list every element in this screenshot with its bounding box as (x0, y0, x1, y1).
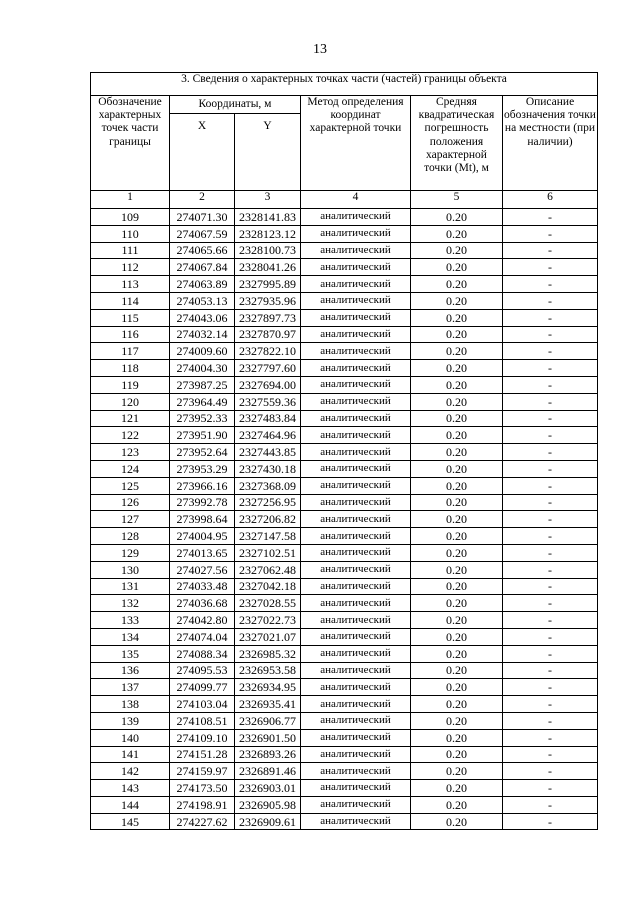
point-id-cell: 135 (91, 645, 170, 662)
description-cell: - (503, 595, 598, 612)
boundary-points-table (90, 72, 598, 830)
x-coordinate-cell: 274067.84 (170, 259, 235, 276)
table-row (91, 494, 598, 511)
table-row (91, 376, 598, 393)
table-row (91, 276, 598, 293)
description-cell: - (503, 410, 598, 427)
table-row (91, 561, 598, 578)
header-description: Описание обозначения точки на местности (при наличии) (503, 96, 598, 191)
point-id-cell: 112 (91, 259, 170, 276)
description-cell: - (503, 309, 598, 326)
point-id-cell: 129 (91, 544, 170, 561)
column-number: 5 (411, 191, 503, 209)
error-cell: 0.20 (411, 561, 503, 578)
table-row (91, 712, 598, 729)
error-cell: 0.20 (411, 712, 503, 729)
error-cell: 0.20 (411, 511, 503, 528)
method-cell: аналитический (301, 662, 411, 679)
x-coordinate-cell: 273992.78 (170, 494, 235, 511)
error-cell: 0.20 (411, 729, 503, 746)
table-row (91, 343, 598, 360)
error-cell: 0.20 (411, 225, 503, 242)
description-cell: - (503, 729, 598, 746)
point-id-cell: 110 (91, 225, 170, 242)
error-cell: 0.20 (411, 679, 503, 696)
point-id-cell: 132 (91, 595, 170, 612)
header-error: Средняя квадратическая погрешность положения характерной точки (Mt), м (411, 96, 503, 191)
error-cell: 0.20 (411, 444, 503, 461)
y-coordinate-cell: 2327559.36 (235, 393, 301, 410)
y-coordinate-cell: 2326953.58 (235, 662, 301, 679)
point-id-cell: 125 (91, 477, 170, 494)
table-row (91, 628, 598, 645)
method-cell: аналитический (301, 712, 411, 729)
x-coordinate-cell: 273953.29 (170, 460, 235, 477)
table-row (91, 696, 598, 713)
error-cell: 0.20 (411, 813, 503, 830)
y-coordinate-cell: 2327147.58 (235, 528, 301, 545)
y-coordinate-cell: 2327694.00 (235, 376, 301, 393)
method-cell: аналитический (301, 780, 411, 797)
x-coordinate-cell: 274004.95 (170, 528, 235, 545)
table-row (91, 360, 598, 377)
description-cell: - (503, 511, 598, 528)
description-cell: - (503, 746, 598, 763)
y-coordinate-cell: 2326903.01 (235, 780, 301, 797)
description-cell: - (503, 393, 598, 410)
x-coordinate-cell: 274065.66 (170, 242, 235, 259)
x-coordinate-cell: 274227.62 (170, 813, 235, 830)
error-cell: 0.20 (411, 242, 503, 259)
column-number: 6 (503, 191, 598, 209)
x-coordinate-cell: 274067.59 (170, 225, 235, 242)
method-cell: аналитический (301, 561, 411, 578)
error-cell: 0.20 (411, 544, 503, 561)
y-coordinate-cell: 2326893.26 (235, 746, 301, 763)
table-row (91, 813, 598, 830)
y-coordinate-cell: 2327870.97 (235, 326, 301, 343)
table-row (91, 729, 598, 746)
description-cell: - (503, 209, 598, 226)
table-row (91, 612, 598, 629)
error-cell: 0.20 (411, 360, 503, 377)
method-cell: аналитический (301, 544, 411, 561)
table-row (91, 595, 598, 612)
method-cell: аналитический (301, 209, 411, 226)
point-id-cell: 121 (91, 410, 170, 427)
method-cell: аналитический (301, 645, 411, 662)
point-id-cell: 115 (91, 309, 170, 326)
error-cell: 0.20 (411, 376, 503, 393)
point-id-cell: 131 (91, 578, 170, 595)
x-coordinate-cell: 274159.97 (170, 763, 235, 780)
table-row (91, 780, 598, 797)
table-row (91, 679, 598, 696)
point-id-cell: 133 (91, 612, 170, 629)
y-coordinate-cell: 2327797.60 (235, 360, 301, 377)
description-cell: - (503, 712, 598, 729)
point-id-cell: 116 (91, 326, 170, 343)
table-row (91, 427, 598, 444)
error-cell: 0.20 (411, 612, 503, 629)
point-id-cell: 138 (91, 696, 170, 713)
method-cell: аналитический (301, 612, 411, 629)
header-x: X (170, 114, 235, 191)
table-row (91, 444, 598, 461)
y-coordinate-cell: 2327256.95 (235, 494, 301, 511)
point-id-cell: 120 (91, 393, 170, 410)
column-number: 4 (301, 191, 411, 209)
x-coordinate-cell: 273952.33 (170, 410, 235, 427)
error-cell: 0.20 (411, 662, 503, 679)
error-cell: 0.20 (411, 645, 503, 662)
method-cell: аналитический (301, 763, 411, 780)
method-cell: аналитический (301, 444, 411, 461)
method-cell: аналитический (301, 460, 411, 477)
table-row (91, 578, 598, 595)
error-cell: 0.20 (411, 292, 503, 309)
error-cell: 0.20 (411, 528, 503, 545)
description-cell: - (503, 477, 598, 494)
table-row (91, 528, 598, 545)
description-cell: - (503, 242, 598, 259)
point-id-cell: 111 (91, 242, 170, 259)
y-coordinate-cell: 2326905.98 (235, 796, 301, 813)
y-coordinate-cell: 2327995.89 (235, 276, 301, 293)
y-coordinate-cell: 2328141.83 (235, 209, 301, 226)
y-coordinate-cell: 2327430.18 (235, 460, 301, 477)
method-cell: аналитический (301, 410, 411, 427)
table-row (91, 763, 598, 780)
y-coordinate-cell: 2326906.77 (235, 712, 301, 729)
method-cell: аналитический (301, 326, 411, 343)
x-coordinate-cell: 274032.14 (170, 326, 235, 343)
y-coordinate-cell: 2327042.18 (235, 578, 301, 595)
error-cell: 0.20 (411, 628, 503, 645)
method-cell: аналитический (301, 276, 411, 293)
header-y: Y (235, 114, 301, 191)
method-cell: аналитический (301, 309, 411, 326)
description-cell: - (503, 427, 598, 444)
y-coordinate-cell: 2326909.61 (235, 813, 301, 830)
description-cell: - (503, 612, 598, 629)
method-cell: аналитический (301, 696, 411, 713)
header-designation: Обозначение характерных точек части границы (91, 96, 170, 191)
y-coordinate-cell: 2327021.07 (235, 628, 301, 645)
description-cell: - (503, 292, 598, 309)
x-coordinate-cell: 274088.34 (170, 645, 235, 662)
error-cell: 0.20 (411, 309, 503, 326)
y-coordinate-cell: 2326935.41 (235, 696, 301, 713)
method-cell: аналитический (301, 679, 411, 696)
x-coordinate-cell: 273987.25 (170, 376, 235, 393)
x-coordinate-cell: 274063.89 (170, 276, 235, 293)
description-cell: - (503, 460, 598, 477)
method-cell: аналитический (301, 796, 411, 813)
y-coordinate-cell: 2327897.73 (235, 309, 301, 326)
error-cell: 0.20 (411, 460, 503, 477)
method-cell: аналитический (301, 578, 411, 595)
method-cell: аналитический (301, 427, 411, 444)
table-row (91, 662, 598, 679)
x-coordinate-cell: 274042.80 (170, 612, 235, 629)
method-cell: аналитический (301, 494, 411, 511)
y-coordinate-cell: 2327935.96 (235, 292, 301, 309)
error-cell: 0.20 (411, 276, 503, 293)
method-cell: аналитический (301, 259, 411, 276)
method-cell: аналитический (301, 360, 411, 377)
description-cell: - (503, 780, 598, 797)
point-id-cell: 130 (91, 561, 170, 578)
description-cell: - (503, 763, 598, 780)
error-cell: 0.20 (411, 578, 503, 595)
table-row (91, 225, 598, 242)
section-title: 3. Сведения о характерных точках части (частей) границы объекта (91, 73, 598, 96)
header-coordinates: Координаты, м (170, 96, 301, 114)
description-cell: - (503, 360, 598, 377)
x-coordinate-cell: 274108.51 (170, 712, 235, 729)
table-row (91, 259, 598, 276)
method-cell: аналитический (301, 746, 411, 763)
column-number: 2 (170, 191, 235, 209)
y-coordinate-cell: 2327022.73 (235, 612, 301, 629)
description-cell: - (503, 494, 598, 511)
method-cell: аналитический (301, 528, 411, 545)
column-number: 3 (235, 191, 301, 209)
table-row (91, 460, 598, 477)
header-method: Метод определения координат характерной точки (301, 96, 411, 191)
x-coordinate-cell: 274071.30 (170, 209, 235, 226)
x-coordinate-cell: 274099.77 (170, 679, 235, 696)
point-id-cell: 142 (91, 763, 170, 780)
x-coordinate-cell: 274151.28 (170, 746, 235, 763)
y-coordinate-cell: 2327464.96 (235, 427, 301, 444)
description-cell: - (503, 528, 598, 545)
x-coordinate-cell: 274173.50 (170, 780, 235, 797)
error-cell: 0.20 (411, 595, 503, 612)
x-coordinate-cell: 274004.30 (170, 360, 235, 377)
description-cell: - (503, 326, 598, 343)
method-cell: аналитический (301, 225, 411, 242)
method-cell: аналитический (301, 343, 411, 360)
y-coordinate-cell: 2327028.55 (235, 595, 301, 612)
table-row (91, 326, 598, 343)
y-coordinate-cell: 2327483.84 (235, 410, 301, 427)
point-id-cell: 140 (91, 729, 170, 746)
table-row (91, 242, 598, 259)
point-id-cell: 114 (91, 292, 170, 309)
table-row (91, 796, 598, 813)
method-cell: аналитический (301, 511, 411, 528)
description-cell: - (503, 561, 598, 578)
y-coordinate-cell: 2326985.32 (235, 645, 301, 662)
error-cell: 0.20 (411, 477, 503, 494)
description-cell: - (503, 645, 598, 662)
point-id-cell: 139 (91, 712, 170, 729)
x-coordinate-cell: 274013.65 (170, 544, 235, 561)
column-number-row (91, 191, 598, 209)
description-cell: - (503, 259, 598, 276)
error-cell: 0.20 (411, 763, 503, 780)
error-cell: 0.20 (411, 343, 503, 360)
method-cell: аналитический (301, 813, 411, 830)
column-number: 1 (91, 191, 170, 209)
error-cell: 0.20 (411, 427, 503, 444)
table-row (91, 410, 598, 427)
description-cell: - (503, 628, 598, 645)
y-coordinate-cell: 2327102.51 (235, 544, 301, 561)
x-coordinate-cell: 274043.06 (170, 309, 235, 326)
description-cell: - (503, 813, 598, 830)
point-id-cell: 118 (91, 360, 170, 377)
error-cell: 0.20 (411, 393, 503, 410)
y-coordinate-cell: 2327443.85 (235, 444, 301, 461)
point-id-cell: 145 (91, 813, 170, 830)
page-number: 13 (313, 42, 327, 57)
error-cell: 0.20 (411, 796, 503, 813)
x-coordinate-cell: 274095.53 (170, 662, 235, 679)
y-coordinate-cell: 2326891.46 (235, 763, 301, 780)
y-coordinate-cell: 2327822.10 (235, 343, 301, 360)
x-coordinate-cell: 274027.56 (170, 561, 235, 578)
point-id-cell: 113 (91, 276, 170, 293)
description-cell: - (503, 544, 598, 561)
y-coordinate-cell: 2326901.50 (235, 729, 301, 746)
method-cell: аналитический (301, 477, 411, 494)
x-coordinate-cell: 274053.13 (170, 292, 235, 309)
description-cell: - (503, 796, 598, 813)
description-cell: - (503, 444, 598, 461)
point-id-cell: 122 (91, 427, 170, 444)
table-row (91, 544, 598, 561)
y-coordinate-cell: 2327206.82 (235, 511, 301, 528)
x-coordinate-cell: 273952.64 (170, 444, 235, 461)
method-cell: аналитический (301, 595, 411, 612)
description-cell: - (503, 225, 598, 242)
method-cell: аналитический (301, 628, 411, 645)
method-cell: аналитический (301, 242, 411, 259)
error-cell: 0.20 (411, 326, 503, 343)
y-coordinate-cell: 2328041.26 (235, 259, 301, 276)
point-id-cell: 134 (91, 628, 170, 645)
point-id-cell: 123 (91, 444, 170, 461)
point-id-cell: 144 (91, 796, 170, 813)
x-coordinate-cell: 273951.90 (170, 427, 235, 444)
y-coordinate-cell: 2326934.95 (235, 679, 301, 696)
table-row (91, 393, 598, 410)
x-coordinate-cell: 273998.64 (170, 511, 235, 528)
point-id-cell: 117 (91, 343, 170, 360)
description-cell: - (503, 578, 598, 595)
x-coordinate-cell: 274109.10 (170, 729, 235, 746)
description-cell: - (503, 343, 598, 360)
point-id-cell: 136 (91, 662, 170, 679)
y-coordinate-cell: 2327062.48 (235, 561, 301, 578)
error-cell: 0.20 (411, 259, 503, 276)
point-id-cell: 109 (91, 209, 170, 226)
x-coordinate-cell: 274103.04 (170, 696, 235, 713)
x-coordinate-cell: 274033.48 (170, 578, 235, 595)
error-cell: 0.20 (411, 410, 503, 427)
x-coordinate-cell: 274036.68 (170, 595, 235, 612)
point-id-cell: 124 (91, 460, 170, 477)
description-cell: - (503, 679, 598, 696)
table-row (91, 209, 598, 226)
point-id-cell: 127 (91, 511, 170, 528)
table-row (91, 477, 598, 494)
x-coordinate-cell: 274009.60 (170, 343, 235, 360)
x-coordinate-cell: 274198.91 (170, 796, 235, 813)
x-coordinate-cell: 273966.16 (170, 477, 235, 494)
method-cell: аналитический (301, 376, 411, 393)
table-row (91, 292, 598, 309)
description-cell: - (503, 662, 598, 679)
error-cell: 0.20 (411, 209, 503, 226)
error-cell: 0.20 (411, 494, 503, 511)
method-cell: аналитический (301, 292, 411, 309)
error-cell: 0.20 (411, 780, 503, 797)
point-id-cell: 128 (91, 528, 170, 545)
point-id-cell: 126 (91, 494, 170, 511)
table-row (91, 511, 598, 528)
x-coordinate-cell: 273964.49 (170, 393, 235, 410)
method-cell: аналитический (301, 393, 411, 410)
description-cell: - (503, 276, 598, 293)
y-coordinate-cell: 2328100.73 (235, 242, 301, 259)
error-cell: 0.20 (411, 746, 503, 763)
y-coordinate-cell: 2328123.12 (235, 225, 301, 242)
point-id-cell: 141 (91, 746, 170, 763)
point-id-cell: 119 (91, 376, 170, 393)
y-coordinate-cell: 2327368.09 (235, 477, 301, 494)
description-cell: - (503, 376, 598, 393)
point-id-cell: 137 (91, 679, 170, 696)
error-cell: 0.20 (411, 696, 503, 713)
table-row (91, 309, 598, 326)
table-row (91, 746, 598, 763)
x-coordinate-cell: 274074.04 (170, 628, 235, 645)
description-cell: - (503, 696, 598, 713)
table-row (91, 645, 598, 662)
point-id-cell: 143 (91, 780, 170, 797)
method-cell: аналитический (301, 729, 411, 746)
